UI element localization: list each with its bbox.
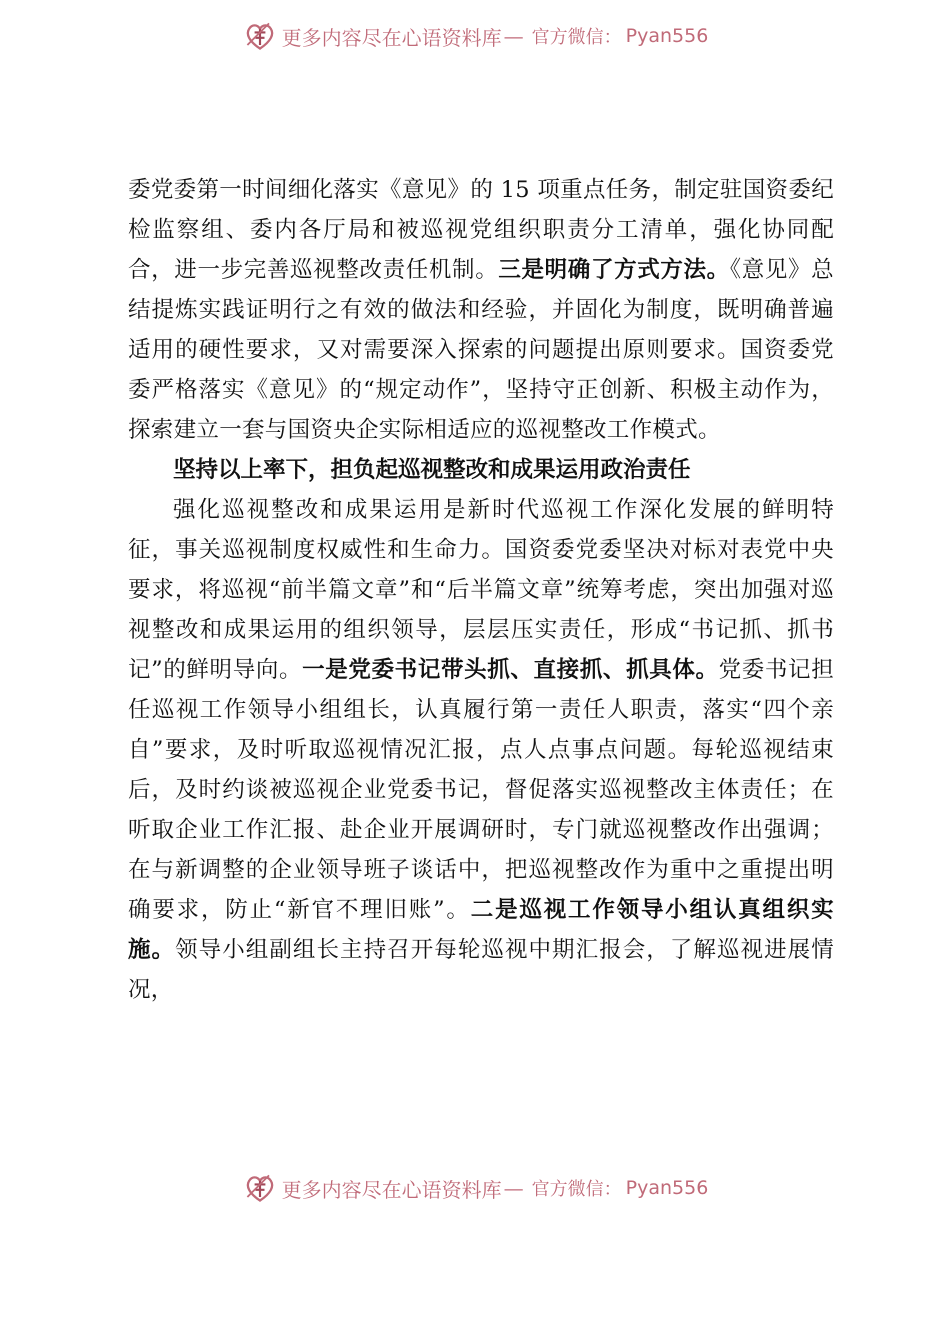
paragraph-2-bold-1: 一是党委书记带头抓、直接抓、抓具体。 bbox=[302, 657, 719, 683]
paragraph-1-bold-1: 三是明确了方式方法。 bbox=[498, 257, 730, 283]
brand-logo-icon bbox=[242, 18, 278, 54]
header-watermark bbox=[0, 14, 950, 58]
paragraph-1-text-1: 委党委第一时间细化落实《意见》的 15 项重点任务，制定驻国资委纪检监察组、委内各厅局和被巡视党组织职责分工清单，强化协同配合，进一步完善巡视整改责任机制。 bbox=[128, 177, 834, 283]
watermark-main-text: 更多内容尽在心语资料库 bbox=[281, 25, 502, 50]
watermark-wechat-id: Pyan556 bbox=[625, 25, 709, 47]
paragraph-2-text-1: 强化巡视整改和成果运用是新时代巡视工作深化发展的鲜明特征，事关巡视制度权威性和生命力。国资委党委坚决对标对表党中央要求，将巡视“前半篇文章”和“后半篇文章”统筹考虑，突出加强对巡视整改和成果运用的组织领导，层层压实责任，形成“书记抓、抓书记”的鲜明导向。 bbox=[128, 497, 834, 683]
document-body bbox=[128, 170, 834, 1010]
paragraph-2 bbox=[128, 490, 834, 1010]
footer-watermark bbox=[0, 1166, 950, 1210]
watermark-main-text: 更多内容尽在心语资料库 bbox=[281, 1177, 502, 1202]
watermark-label: 官方微信： bbox=[531, 27, 622, 48]
watermark-separator: — bbox=[503, 1176, 524, 1200]
paragraph-2-bold-2: 二是巡视工作领导小组认真组织实施。 bbox=[128, 897, 834, 963]
watermark-separator: — bbox=[503, 24, 524, 48]
paragraph-2-text-2: 党委书记担任巡视工作领导小组组长，认真履行第一责任人职责，落实“四个亲自”要求，及时听取巡视情况汇报，点人点事点问题。每轮巡视结束后，及时约谈被巡视企业党委书记，督促落实巡视整改主体责任；在听取企业工作汇报、赴企业开展调研时，专门就巡视整改作出强调；在与新调整的企业领导班子谈话中，把巡视整改作为重中之重提出明确要求，防止“新官不理旧账”。 bbox=[128, 657, 834, 923]
section-heading: 坚持以上率下，担负起巡视整改和成果运用政治责任 bbox=[173, 457, 691, 483]
watermark-wechat-id: Pyan556 bbox=[625, 1177, 709, 1199]
paragraph-1 bbox=[128, 170, 834, 450]
watermark-label: 官方微信： bbox=[531, 1179, 622, 1200]
paragraph-2-text-3: 领导小组副组长主持召开每轮巡视中期汇报会，了解巡视进展情况， bbox=[128, 937, 834, 1003]
paragraph-1-text-2: 《意见》总结提炼实践证明行之有效的做法和经验，并固化为制度，既明确普遍适用的硬性要求，又对需要深入探索的问题提出原则要求。国资委党委严格落实《意见》的“规定动作”，坚持守正创新、积极主动作为，探索建立一套与国资央企实际相适应的巡视整改工作模式。 bbox=[128, 257, 834, 443]
brand-logo-icon bbox=[242, 1170, 278, 1206]
